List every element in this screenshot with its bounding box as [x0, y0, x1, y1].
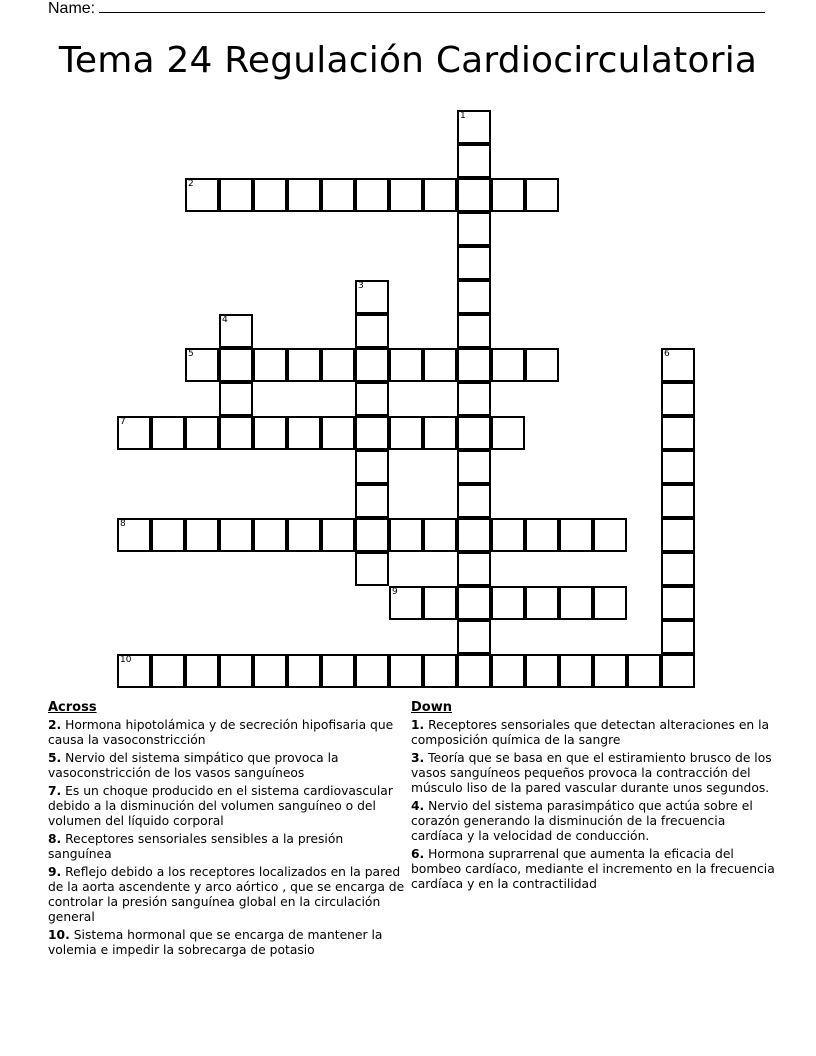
- clue-item: [48, 928, 408, 958]
- grid-cell[interactable]: [661, 450, 695, 484]
- grid-cell[interactable]: [389, 518, 423, 552]
- grid-cell[interactable]: [593, 518, 627, 552]
- across-heading: Across: [48, 700, 97, 715]
- clue-text: Sistema hormonal que se encarga de mantener la volemia e impedir la sobrecarga de potasio: [48, 928, 383, 957]
- grid-cell[interactable]: [457, 620, 491, 654]
- grid-cell[interactable]: [355, 450, 389, 484]
- grid-cell[interactable]: [355, 314, 389, 348]
- grid-cell[interactable]: [457, 314, 491, 348]
- clue-number-label: 2.: [48, 718, 62, 732]
- down-clues: [411, 700, 775, 895]
- grid-cell[interactable]: [491, 654, 525, 688]
- name-underline[interactable]: [99, 0, 765, 13]
- grid-cell[interactable]: [661, 416, 695, 450]
- grid-cell[interactable]: [355, 518, 389, 552]
- clue-number-label: 8.: [48, 832, 62, 846]
- clue-number: 6: [664, 349, 670, 359]
- grid-cell[interactable]: [457, 654, 491, 688]
- grid-cell[interactable]: [321, 178, 355, 212]
- grid-cell[interactable]: [389, 348, 423, 382]
- grid-cell[interactable]: [593, 654, 627, 688]
- name-field[interactable]: [48, 0, 765, 18]
- clue-number-label: 5.: [48, 751, 62, 765]
- clue-number: 10: [120, 655, 132, 665]
- grid-cell[interactable]: [457, 348, 491, 382]
- across-clues: [48, 700, 408, 961]
- clue-number-label: 3.: [411, 751, 425, 765]
- grid-cell[interactable]: [355, 382, 389, 416]
- clue-text: Nervio del sistema simpático que provoca la vasoconstricción de los vasos sanguíneos: [48, 751, 339, 780]
- clue-number-label: 6.: [411, 847, 425, 861]
- grid-cell[interactable]: [185, 654, 219, 688]
- grid-cell[interactable]: [355, 654, 389, 688]
- clue-number: 9: [392, 587, 398, 597]
- clue-text: Nervio del sistema parasimpático que actúa sobre el corazón generando la disminución de la frecuencia cardíaca y la velocidad de conducción.: [411, 799, 753, 843]
- grid-cell[interactable]: [525, 586, 559, 620]
- grid-cell[interactable]: [593, 586, 627, 620]
- grid-cell[interactable]: [355, 484, 389, 518]
- grid-cell[interactable]: [661, 620, 695, 654]
- grid-cell[interactable]: [219, 654, 253, 688]
- grid-cell[interactable]: [355, 178, 389, 212]
- page-title: Tema 24 Regulación Cardiocirculatoria: [58, 40, 758, 81]
- grid-cell[interactable]: [253, 416, 287, 450]
- clue-number-label: 7.: [48, 784, 62, 798]
- grid-cell[interactable]: [559, 518, 593, 552]
- clue-number-label: 9.: [48, 865, 62, 879]
- grid-cell[interactable]: [423, 518, 457, 552]
- grid-cell[interactable]: [661, 484, 695, 518]
- grid-cell[interactable]: [423, 178, 457, 212]
- grid-cell[interactable]: [355, 552, 389, 586]
- grid-cell[interactable]: [457, 246, 491, 280]
- grid-cell[interactable]: [253, 518, 287, 552]
- grid-cell[interactable]: [287, 348, 321, 382]
- clue-text: Receptores sensoriales que detectan alteraciones en la composición química de la sangre: [411, 718, 770, 747]
- clue-text: Teoría que se basa en que el estiramiento brusco de los vasos sanguíneos pequeños provoca la contracción del músculo liso de la pared vascular durante unos segundos.: [411, 751, 772, 795]
- grid-cell[interactable]: [117, 416, 151, 450]
- grid-cell[interactable]: [661, 348, 695, 382]
- clue-text: Hormona hipotolámica y de secreción hipofisaria que causa la vasoconstricción: [48, 718, 394, 747]
- grid-cell[interactable]: [321, 416, 355, 450]
- grid-cell[interactable]: [491, 178, 525, 212]
- clue-item: [411, 847, 775, 892]
- grid-cell[interactable]: [253, 178, 287, 212]
- grid-cell[interactable]: [491, 586, 525, 620]
- clue-text: Reflejo debido a los receptores localizados en la pared de la aorta ascendente y arco aórtico , que se encarga de controlar la presión sanguínea global en la circulación general: [48, 865, 405, 924]
- grid-cell[interactable]: [491, 416, 525, 450]
- clue-item: [48, 865, 408, 925]
- grid-cell[interactable]: [355, 348, 389, 382]
- grid-cell[interactable]: [321, 654, 355, 688]
- grid-cell[interactable]: [151, 416, 185, 450]
- grid-cell[interactable]: [423, 416, 457, 450]
- grid-cell[interactable]: [525, 654, 559, 688]
- grid-cell[interactable]: [457, 212, 491, 246]
- grid-cell[interactable]: [559, 586, 593, 620]
- grid-cell[interactable]: [423, 654, 457, 688]
- grid-cell[interactable]: [117, 654, 151, 688]
- grid-cell[interactable]: [559, 654, 593, 688]
- grid-cell[interactable]: [457, 586, 491, 620]
- grid-cell[interactable]: [457, 552, 491, 586]
- grid-cell[interactable]: [525, 348, 559, 382]
- grid-cell[interactable]: [321, 348, 355, 382]
- grid-cell[interactable]: [219, 382, 253, 416]
- grid-cell[interactable]: [389, 178, 423, 212]
- clue-text: Hormona suprarrenal que aumenta la eficacia del bombeo cardíaco, mediante el incremento en la frecuencia cardíaca y en la contractilidad: [411, 847, 775, 891]
- grid-cell[interactable]: [151, 654, 185, 688]
- grid-cell[interactable]: [423, 348, 457, 382]
- clue-text: Es un choque producido en el sistema cardiovascular debido a la disminución del volumen sanguíneo o del volumen del líquido corporal: [48, 784, 393, 828]
- clue-number-label: 1.: [411, 718, 425, 732]
- grid-cell[interactable]: [661, 518, 695, 552]
- grid-cell[interactable]: [219, 518, 253, 552]
- grid-cell[interactable]: [219, 416, 253, 450]
- clue-item: [411, 718, 775, 748]
- grid-cell[interactable]: [287, 178, 321, 212]
- grid-cell[interactable]: [355, 416, 389, 450]
- grid-cell[interactable]: [117, 518, 151, 552]
- grid-cell[interactable]: [253, 654, 287, 688]
- grid-cell[interactable]: [491, 518, 525, 552]
- grid-cell[interactable]: [355, 280, 389, 314]
- grid-cell[interactable]: [287, 654, 321, 688]
- clue-item: [48, 751, 408, 781]
- clue-number-label: 4.: [411, 799, 425, 813]
- clue-number: 2: [188, 179, 194, 189]
- grid-cell[interactable]: [253, 348, 287, 382]
- grid-cell[interactable]: [457, 382, 491, 416]
- grid-cell[interactable]: [219, 314, 253, 348]
- grid-cell[interactable]: [287, 518, 321, 552]
- clue-number: 7: [120, 417, 126, 427]
- grid-cell[interactable]: [661, 586, 695, 620]
- down-clue-list: [411, 718, 775, 892]
- grid-cell[interactable]: [185, 416, 219, 450]
- grid-cell[interactable]: [151, 518, 185, 552]
- grid-cell[interactable]: [457, 280, 491, 314]
- grid-cell[interactable]: [389, 416, 423, 450]
- clue-number: 3: [358, 281, 364, 291]
- grid-cell[interactable]: [185, 178, 219, 212]
- grid-cell[interactable]: [389, 654, 423, 688]
- clue-number: 1: [460, 111, 466, 121]
- clue-text: Receptores sensoriales sensibles a la presión sanguínea: [48, 832, 344, 861]
- grid-cell[interactable]: [389, 586, 423, 620]
- grid-cell[interactable]: [287, 416, 321, 450]
- grid-cell[interactable]: [423, 586, 457, 620]
- grid-cell[interactable]: [219, 178, 253, 212]
- clue-item: [411, 799, 775, 844]
- clue-item: [48, 718, 408, 748]
- grid-cell[interactable]: [661, 552, 695, 586]
- grid-cell[interactable]: [457, 450, 491, 484]
- grid-cell[interactable]: [457, 110, 491, 144]
- grid-cell[interactable]: [185, 518, 219, 552]
- grid-cell[interactable]: [457, 144, 491, 178]
- grid-cell[interactable]: [457, 518, 491, 552]
- clue-number: 4: [222, 315, 228, 325]
- clue-item: [48, 784, 408, 829]
- grid-cell[interactable]: [661, 382, 695, 416]
- grid-cell[interactable]: [491, 348, 525, 382]
- grid-cell[interactable]: [219, 348, 253, 382]
- down-heading: Down: [411, 700, 452, 715]
- grid-cell[interactable]: [457, 416, 491, 450]
- name-label: Name:: [48, 0, 96, 17]
- clue-item: [48, 832, 408, 862]
- clue-number: 5: [188, 349, 194, 359]
- grid-cell[interactable]: [321, 518, 355, 552]
- clue-number-label: 10.: [48, 928, 70, 942]
- grid-cell[interactable]: [457, 484, 491, 518]
- grid-cell[interactable]: [185, 348, 219, 382]
- grid-cell[interactable]: [627, 654, 661, 688]
- grid-cell[interactable]: [525, 178, 559, 212]
- clue-item: [411, 751, 775, 796]
- across-clue-list: [48, 718, 408, 958]
- grid-cell[interactable]: [457, 178, 491, 212]
- grid-cell[interactable]: [525, 518, 559, 552]
- grid-cell[interactable]: [661, 654, 695, 688]
- clue-number: 8: [120, 519, 126, 529]
